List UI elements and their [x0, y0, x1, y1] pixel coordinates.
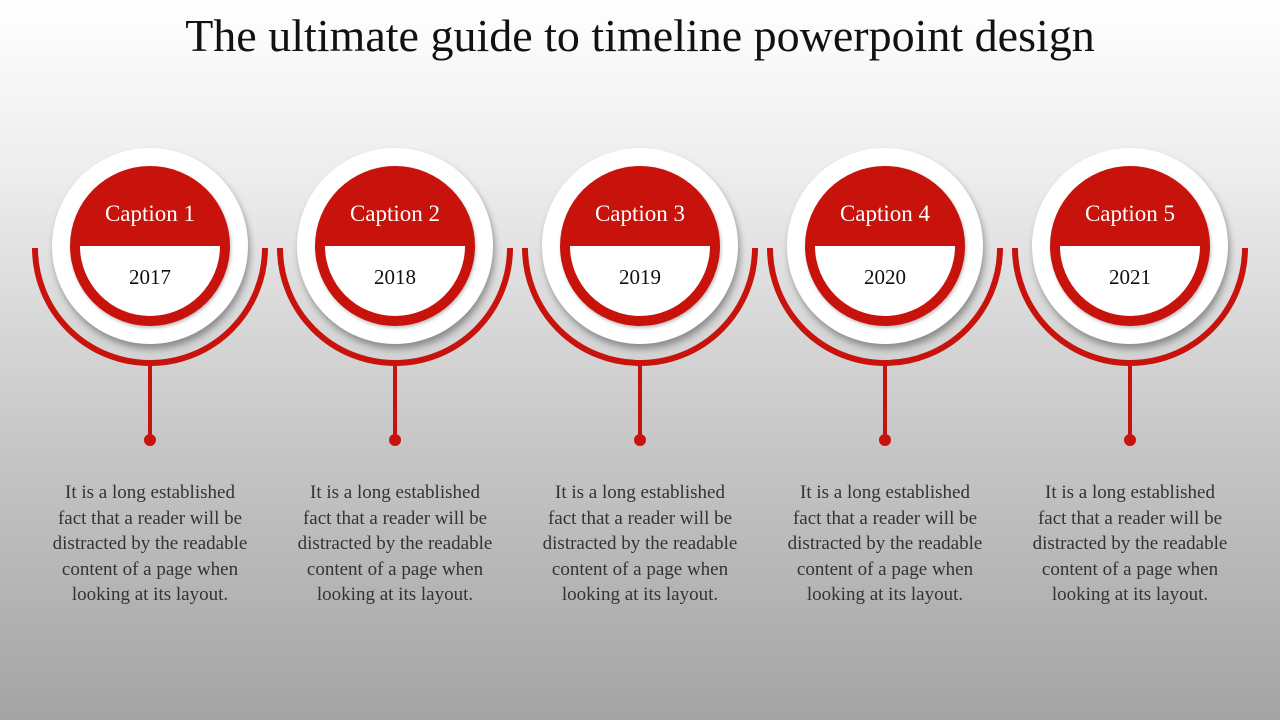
milestone-badge: [560, 166, 720, 326]
connector-dot: [879, 434, 891, 446]
connector-dot: [144, 434, 156, 446]
milestone-year: 2017: [129, 265, 171, 289]
milestone-caption: Caption 3: [594, 201, 686, 226]
connector-line: [393, 360, 397, 438]
milestone-badge: [1050, 166, 1210, 326]
milestone-4: [765, 0, 1005, 720]
milestone-description: It is a long established fact that a reader will be distracted by the readable content of a page when looking at its layout.: [52, 482, 248, 605]
connector-line: [1128, 360, 1132, 438]
milestone-description: It is a long established fact that a reader will be distracted by the readable content of a page when looking at its layout.: [542, 482, 738, 605]
milestone-description: It is a long established fact that a reader will be distracted by the readable content of a page when looking at its layout.: [787, 482, 983, 605]
milestone-5: [1010, 0, 1250, 720]
milestone-caption: Caption 1: [104, 201, 196, 226]
milestone-3: [520, 0, 760, 720]
connector-dot: [634, 434, 646, 446]
milestone-caption: Caption 2: [349, 201, 441, 226]
milestone-2: [275, 0, 515, 720]
milestone-description: It is a long established fact that a reader will be distracted by the readable content of a page when looking at its layout.: [1032, 482, 1228, 605]
milestone-year: 2019: [619, 265, 661, 289]
milestone-year: 2018: [374, 265, 416, 289]
connector-line: [148, 360, 152, 438]
milestone-caption: Caption 4: [839, 201, 931, 226]
milestone-caption: Caption 5: [1084, 201, 1176, 226]
slide-title: The ultimate guide to timeline powerpoint design: [185, 10, 1095, 61]
milestone-badge: [805, 166, 965, 326]
milestone-1: [30, 0, 270, 720]
connector-dot: [389, 434, 401, 446]
milestone-year: 2021: [1109, 265, 1151, 289]
connector-line: [883, 360, 887, 438]
connector-line: [638, 360, 642, 438]
milestone-badge: [315, 166, 475, 326]
milestone-year: 2020: [864, 265, 906, 289]
milestone-description: It is a long established fact that a reader will be distracted by the readable content of a page when looking at its layout.: [297, 482, 493, 605]
connector-dot: [1124, 434, 1136, 446]
milestone-badge: [70, 166, 230, 326]
